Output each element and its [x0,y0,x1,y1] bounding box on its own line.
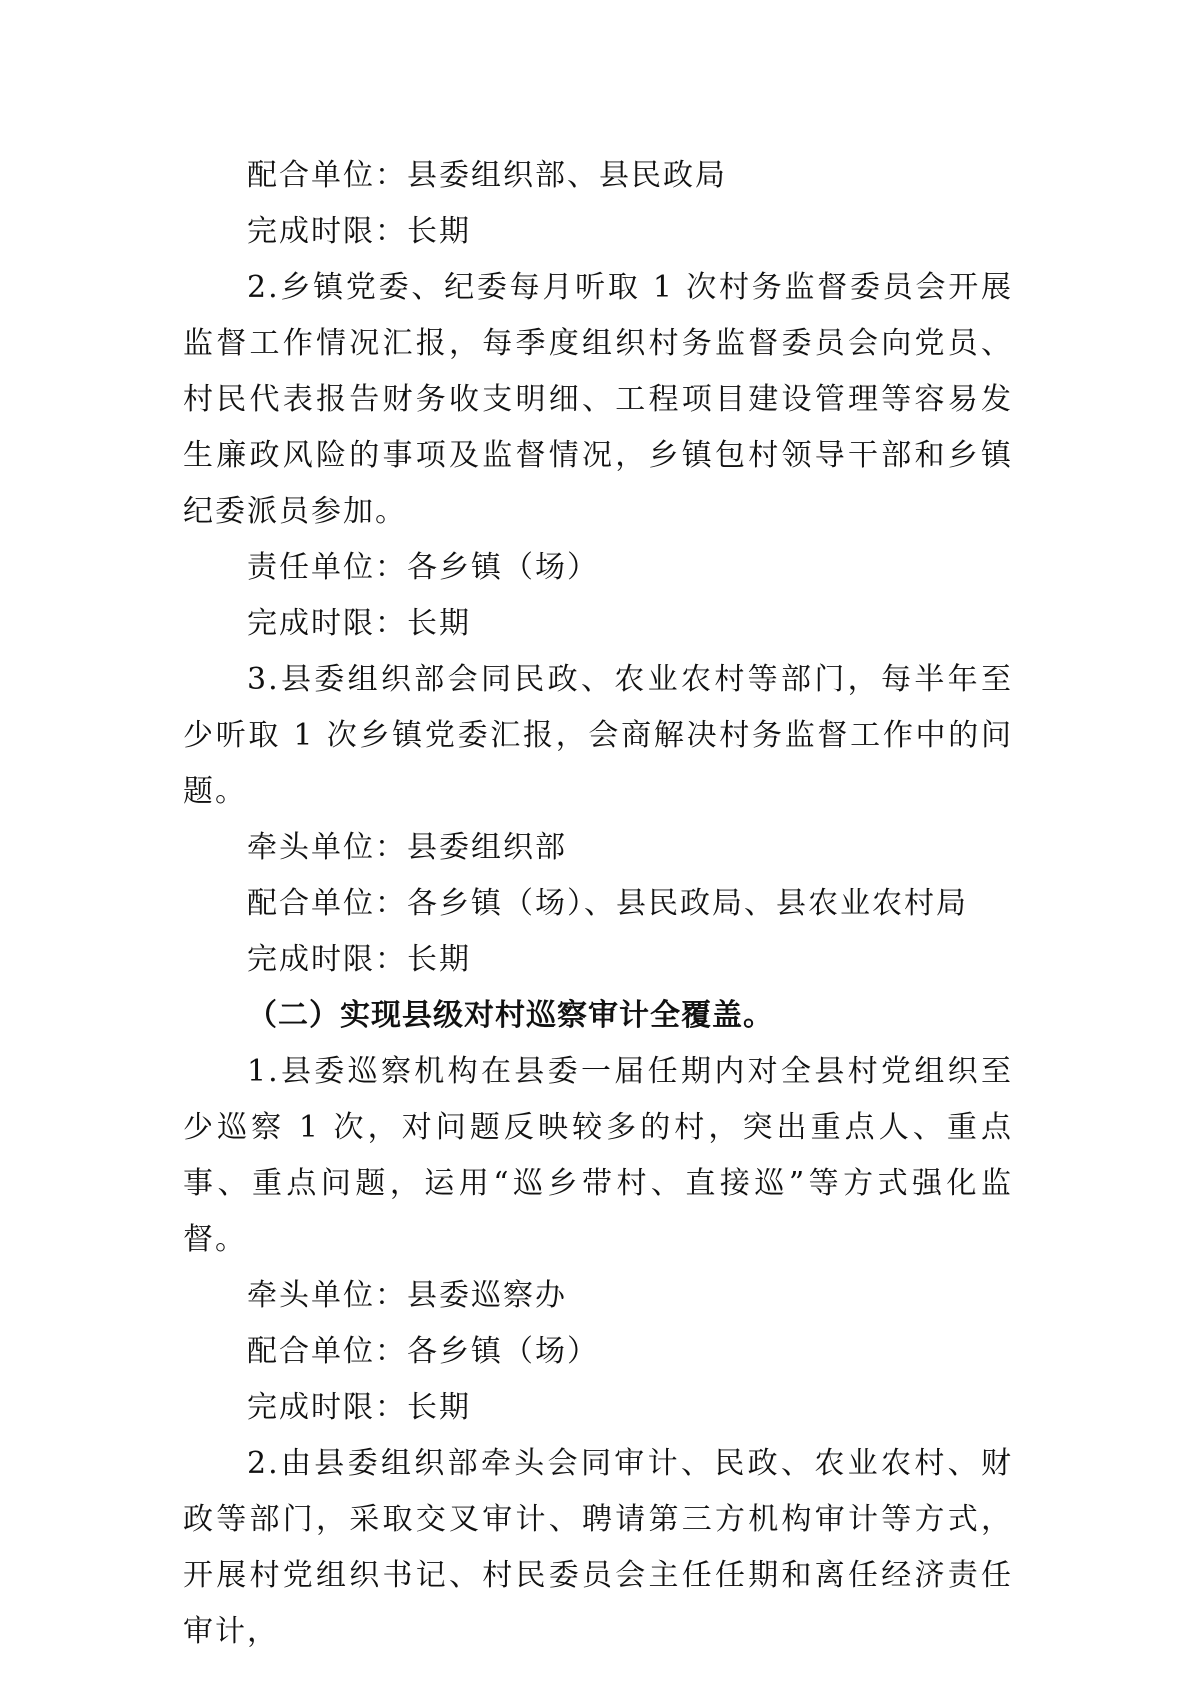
cooperating-units-line: 配合单位：县委组织部、县民政局 [247,158,727,193]
cooperating-units-line: 配合单位：各乡镇（场） [247,1334,599,1369]
paragraph-item-2: 2.由县委组织部牵头会同审计、民政、农业农村、财政等部门，采取交叉审计、聘请第三方机构审计等方式，开展村党组织书记、村民委员会主任任期和离任经济责任审计， [183,1446,1013,1649]
responsible-unit-line: 责任单位：各乡镇（场） [247,550,599,585]
deadline-line: 完成时限：长期 [247,606,471,641]
paragraph-item-1: 1.县委巡察机构在县委一届任期内对全县村党组织至少巡察 1 次，对问题反映较多的村，突出重点人、重点事、重点问题，运用“巡乡带村、直接巡”等方式强化监督。 [183,1054,1013,1257]
cooperating-units-line: 配合单位：各乡镇（场）、县民政局、县农业农村局 [247,886,968,921]
deadline-line: 完成时限：长期 [247,942,471,977]
paragraph-item-2: 2.乡镇党委、纪委每月听取 1 次村务监督委员会开展监督工作情况汇报，每季度组织村务监督委员会向党员、村民代表报告财务收支明细、工程项目建设管理等容易发生廉政风险的事项及监督情况，乡镇包村领导干部和乡镇纪委派员参加。 [183,270,1013,529]
deadline-line: 完成时限：长期 [247,214,471,249]
section-heading: （二）实现县级对村巡察审计全覆盖。 [247,998,774,1033]
lead-unit-line: 牵头单位：县委组织部 [247,830,567,865]
deadline-line: 完成时限：长期 [247,1390,471,1425]
lead-unit-line: 牵头单位：县委巡察办 [247,1278,567,1313]
paragraph-item-3: 3.县委组织部会同民政、农业农村等部门，每半年至少听取 1 次乡镇党委汇报，会商解决村务监督工作中的问题。 [183,662,1013,809]
document-body [183,148,1013,1660]
